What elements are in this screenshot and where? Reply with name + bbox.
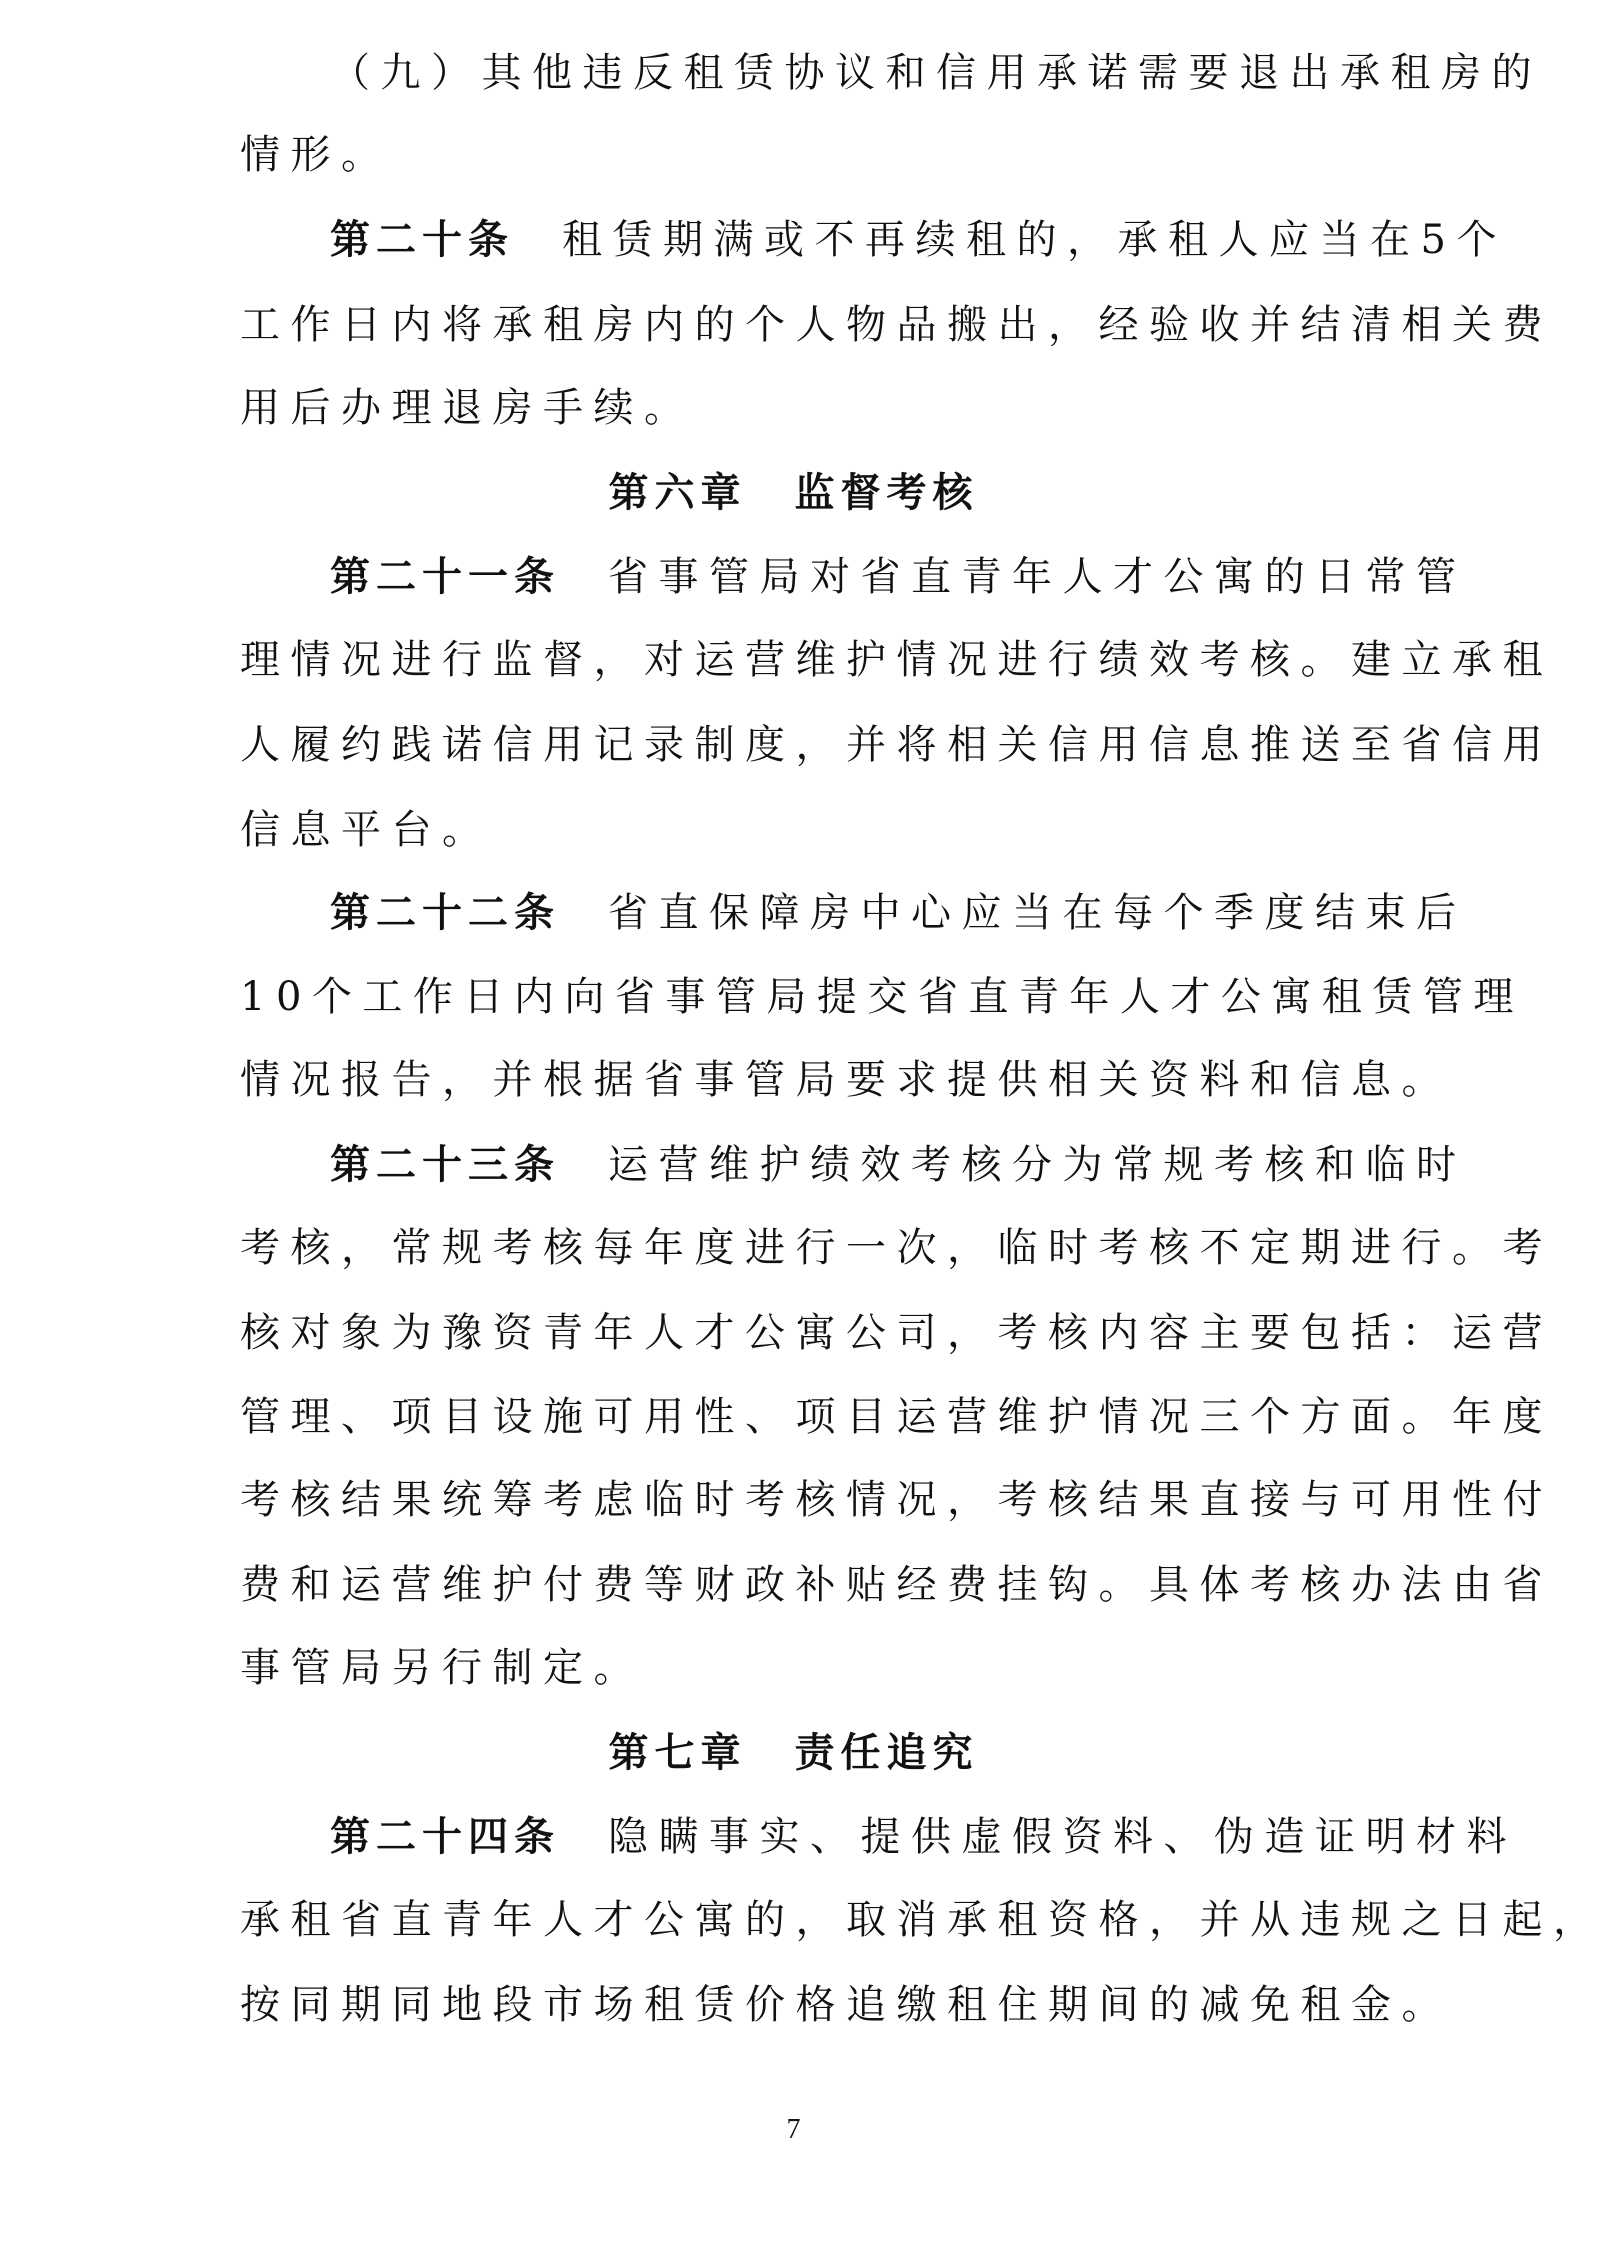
article-label: 第二十条 (330, 217, 514, 263)
article-text: 租赁期满或不再续租的，承租人应当在5个 (562, 217, 1507, 263)
article-text: 省事管局对省直青年人才公寓的日常管 (608, 554, 1467, 600)
text-line: （九）其他违反租赁协议和信用承诺需要退出承租房的 (330, 50, 1542, 96)
chapter-title: 监督考核 (794, 469, 979, 516)
article-20-line (330, 205, 1507, 275)
chapter-number: 第六章 (608, 469, 747, 516)
article-label: 第二十一条 (330, 554, 560, 600)
article-21-line (330, 542, 1467, 612)
article-22-line (330, 878, 1467, 948)
article-24-line (330, 1802, 1517, 1872)
text-line: 管理、项目设施可用性、项目运营维护情况三个方面。年度 (240, 1394, 1553, 1440)
chapter-number: 第七章 (608, 1729, 747, 1776)
article-label: 第二十四条 (330, 1814, 560, 1860)
text-line: 理情况进行监督，对运营维护情况进行绩效考核。建立承租 (240, 637, 1553, 683)
text-line: 考核，常规考核每年度进行一次，临时考核不定期进行。考 (240, 1225, 1553, 1271)
article-text: 省直保障房中心应当在每个季度结束后 (608, 890, 1467, 936)
article-label: 第二十二条 (330, 890, 560, 936)
chapter-heading (0, 458, 1587, 528)
article-label: 第二十三条 (330, 1142, 560, 1188)
text-line: 事管局另行制定。 (240, 1645, 644, 1691)
text-line: 情况报告，并根据省事管局要求提供相关资料和信息。 (240, 1057, 1452, 1103)
article-text: 运营维护绩效考核分为常规考核和临时 (608, 1142, 1467, 1188)
text-line: 情形。 (240, 132, 392, 178)
text-line: 承租省直青年人才公寓的，取消承租资格，并从违规之日起， (240, 1897, 1604, 1943)
article-text: 隐瞒事实、提供虚假资料、伪造证明材料 (608, 1814, 1517, 1860)
text-line: 信息平台。 (240, 807, 493, 853)
page-number: 7 (786, 2114, 801, 2145)
chapter-heading (0, 1718, 1587, 1788)
text-line: 工作日内将承租房内的个人物品搬出，经验收并结清相关费 (240, 302, 1553, 348)
text-line: 核对象为豫资青年人才公寓公司，考核内容主要包括：运营 (240, 1310, 1553, 1356)
text-line: 按同期同地段市场租赁价格追缴租住期间的减免租金。 (240, 1982, 1452, 2028)
text-line: 费和运营维护付费等财政补贴经费挂钩。具体考核办法由省 (240, 1562, 1553, 1608)
article-23-line (330, 1130, 1467, 1200)
text-line: 人履约践诺信用记录制度，并将相关信用信息推送至省信用 (240, 722, 1553, 768)
text-line: 用后办理退房手续。 (240, 385, 695, 431)
chapter-title: 责任追究 (794, 1729, 979, 1776)
text-line: 10个工作日内向省事管局提交省直青年人才公寓租赁管理 (240, 974, 1524, 1020)
text-line: 考核结果统筹考虑临时考核情况，考核结果直接与可用性付 (240, 1477, 1553, 1523)
